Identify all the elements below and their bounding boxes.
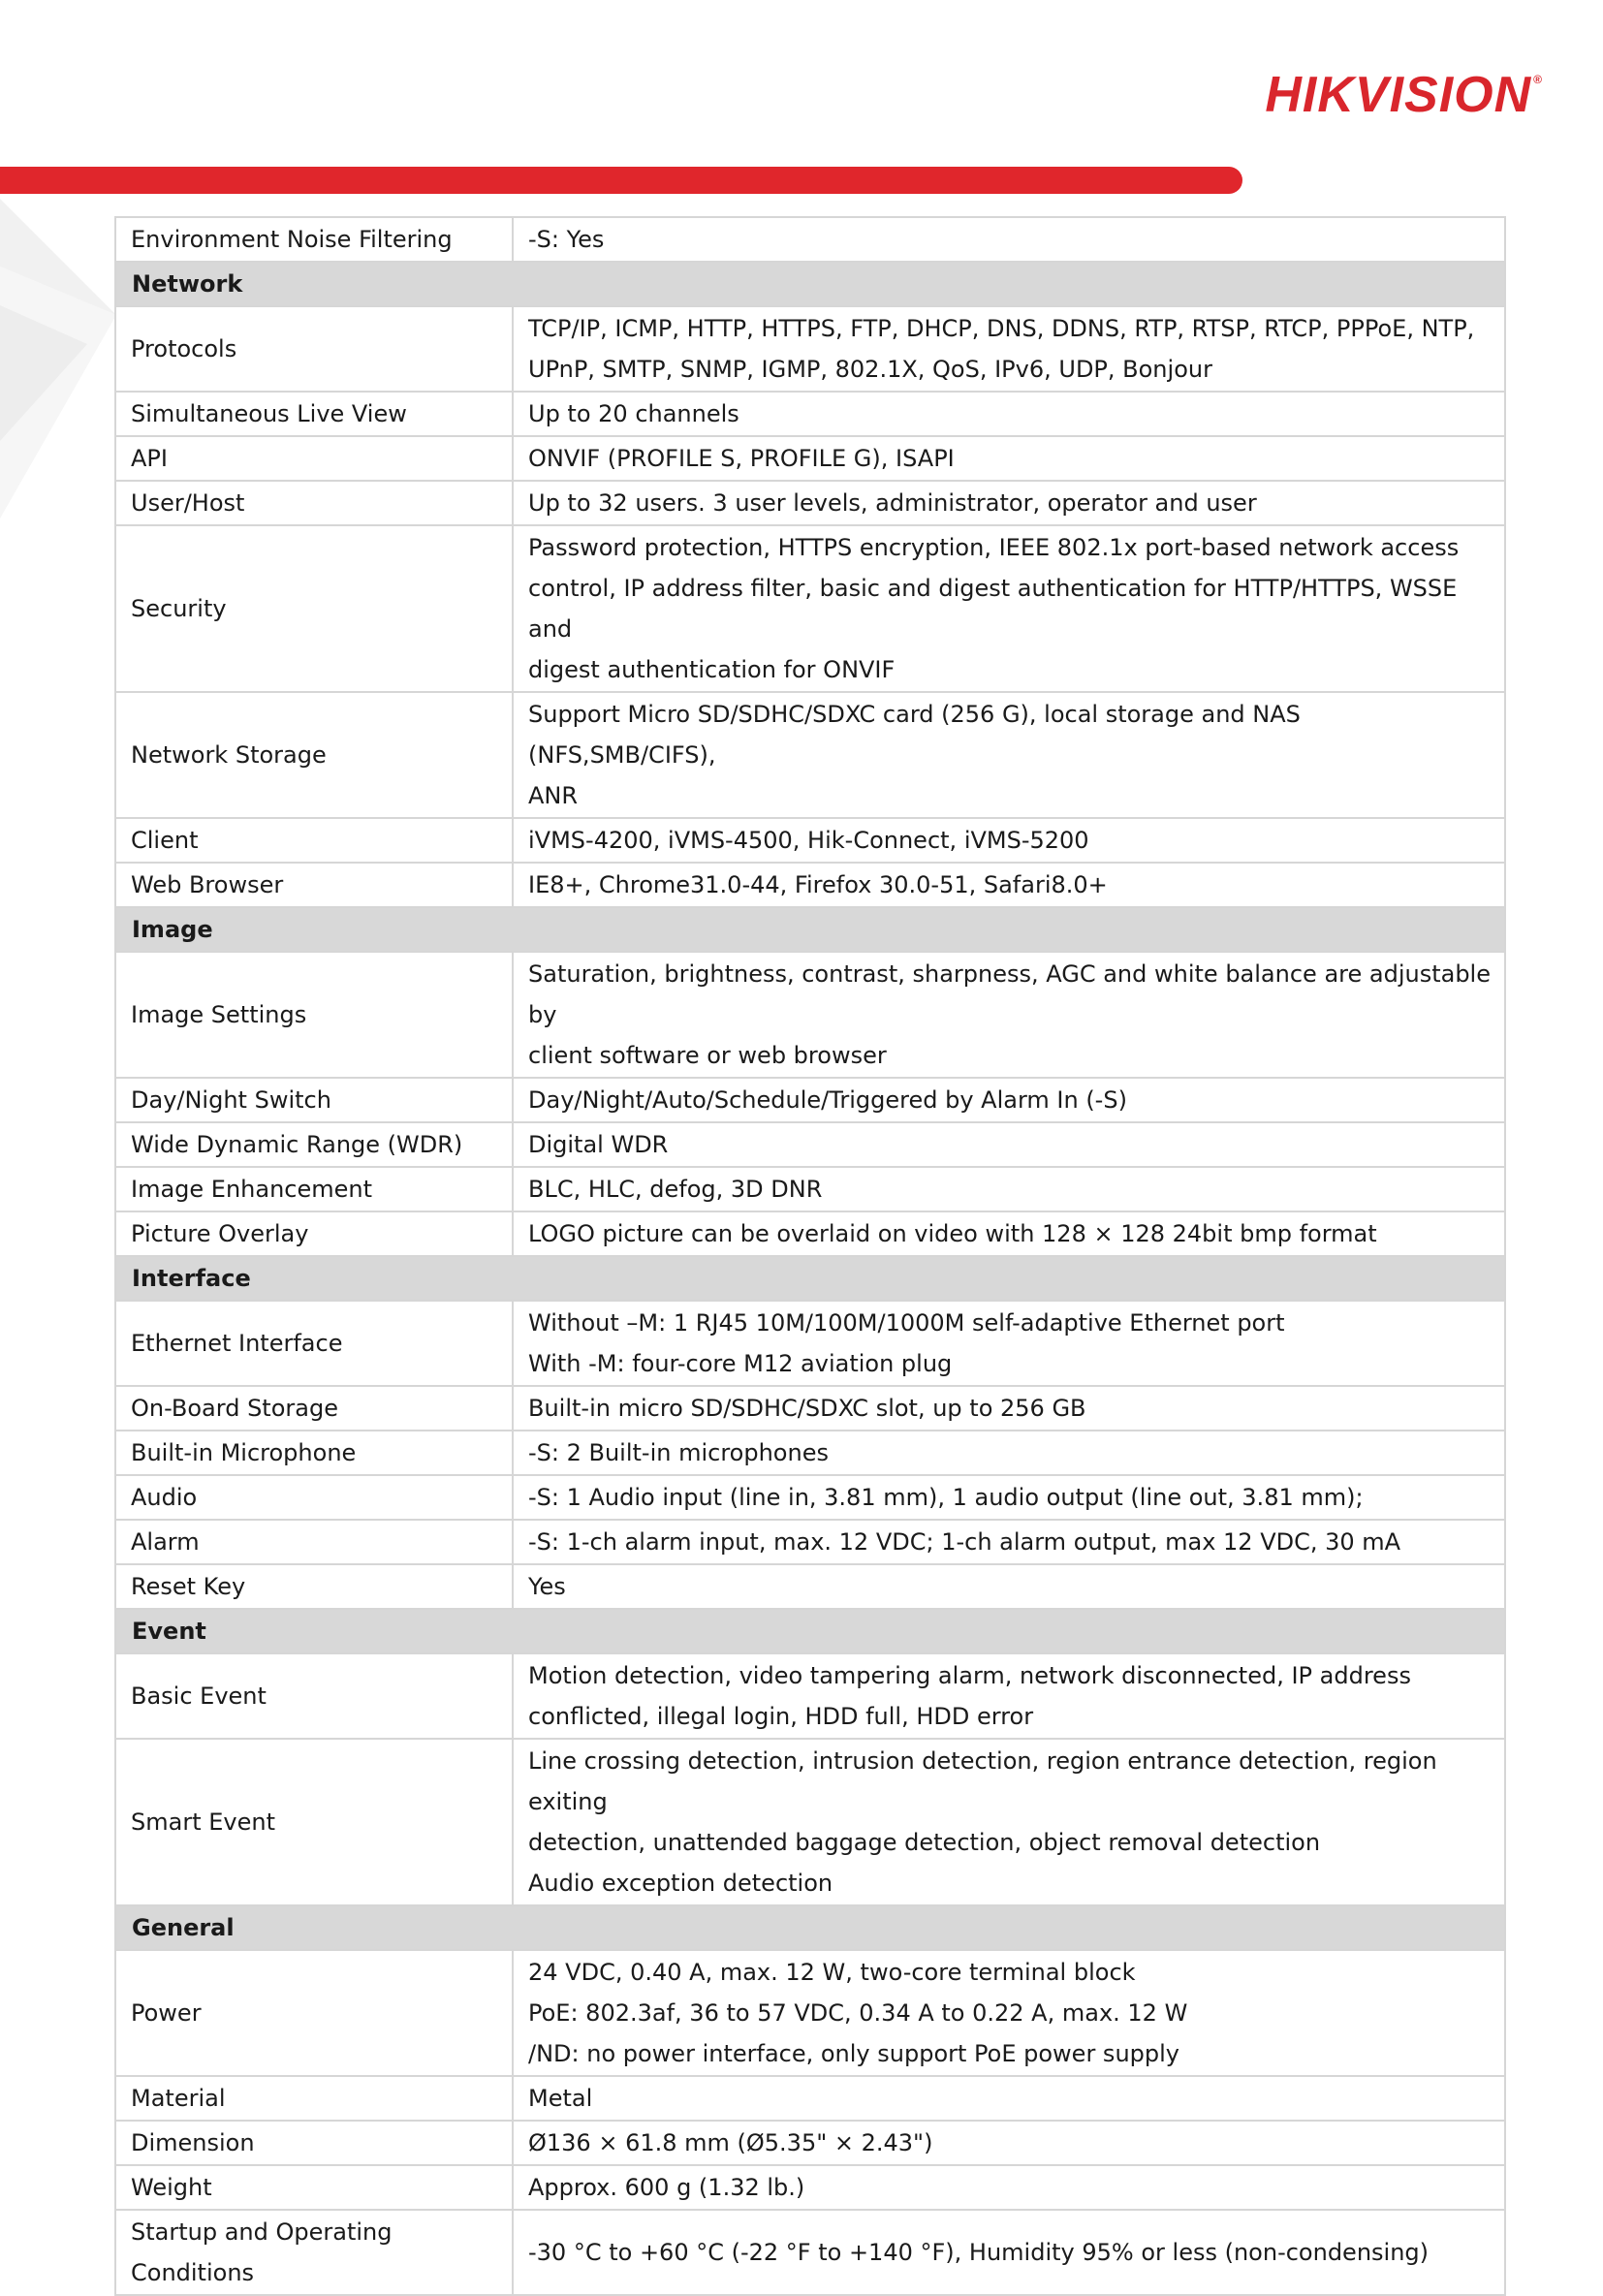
spec-value-line: LOGO picture can be overlaid on video with 128 × 128 24bit bmp format xyxy=(528,1220,1377,1247)
spec-label: Image Enhancement xyxy=(115,1167,513,1211)
spec-row xyxy=(115,863,1505,907)
spec-value-line: iVMS-4200, iVMS-4500, Hik-Connect, iVMS-5200 xyxy=(528,827,1089,854)
spec-value-line: conflicted, illegal login, HDD full, HDD error xyxy=(528,1703,1034,1730)
spec-label: Network Storage xyxy=(115,692,513,818)
spec-value xyxy=(513,217,1505,262)
spec-value xyxy=(513,2121,1505,2165)
section-header xyxy=(115,1256,1505,1301)
spec-row xyxy=(115,1653,1505,1739)
spec-value xyxy=(513,1564,1505,1609)
spec-value-line: client software or web browser xyxy=(528,1042,887,1069)
spec-row xyxy=(115,692,1505,818)
spec-value xyxy=(513,1431,1505,1475)
spec-value xyxy=(513,1653,1505,1739)
spec-value-line: Approx. 600 g (1.32 lb.) xyxy=(528,2174,805,2201)
spec-value xyxy=(513,436,1505,481)
section-title: Event xyxy=(115,1609,1505,1653)
spec-label: Picture Overlay xyxy=(115,1211,513,1256)
spec-row xyxy=(115,1301,1505,1386)
spec-row xyxy=(115,436,1505,481)
spec-row xyxy=(115,818,1505,863)
spec-label: Image Settings xyxy=(115,952,513,1078)
spec-label: Startup and Operating Conditions xyxy=(115,2210,513,2295)
spec-value xyxy=(513,525,1505,692)
spec-row xyxy=(115,1078,1505,1122)
spec-value xyxy=(513,1301,1505,1386)
spec-value xyxy=(513,1122,1505,1167)
spec-row xyxy=(115,1167,1505,1211)
spec-row xyxy=(115,481,1505,525)
spec-row xyxy=(115,2165,1505,2210)
spec-value xyxy=(513,952,1505,1078)
spec-value-line: detection, unattended baggage detection, object removal detection xyxy=(528,1829,1321,1856)
spec-value-line: Without –M: 1 RJ45 10M/100M/1000M self-adaptive Ethernet port xyxy=(528,1309,1285,1337)
spec-value-line: IE8+, Chrome31.0-44, Firefox 30.0-51, Safari8.0+ xyxy=(528,871,1108,898)
spec-row xyxy=(115,1739,1505,1905)
spec-label: Ethernet Interface xyxy=(115,1301,513,1386)
spec-value-line: Built-in micro SD/SDHC/SDXC slot, up to 256 GB xyxy=(528,1395,1086,1422)
spec-label: Reset Key xyxy=(115,1564,513,1609)
spec-row xyxy=(115,306,1505,392)
spec-value-line: -30 °C to +60 °C (-22 °F to +140 °F), Humidity 95% or less (non-condensing) xyxy=(528,2239,1430,2266)
spec-value-line: TCP/IP, ICMP, HTTP, HTTPS, FTP, DHCP, DNS, DDNS, RTP, RTSP, RTCP, PPPoE, NTP, xyxy=(528,315,1475,342)
spec-value-line: Line crossing detection, intrusion detection, region entrance detection, region exiting xyxy=(528,1747,1437,1815)
spec-table xyxy=(114,216,1506,2296)
spec-label: Client xyxy=(115,818,513,863)
spec-label: Material xyxy=(115,2076,513,2121)
spec-value xyxy=(513,692,1505,818)
spec-value xyxy=(513,1167,1505,1211)
spec-label: Day/Night Switch xyxy=(115,1078,513,1122)
spec-value-line: Metal xyxy=(528,2085,593,2112)
spec-value-line: ONVIF (PROFILE S, PROFILE G), ISAPI xyxy=(528,445,955,472)
spec-label: Environment Noise Filtering xyxy=(115,217,513,262)
spec-label: User/Host xyxy=(115,481,513,525)
spec-value-line: Up to 20 channels xyxy=(528,400,739,427)
spec-value xyxy=(513,1520,1505,1564)
spec-value-line: ANR xyxy=(528,782,579,809)
section-title: Image xyxy=(115,907,1505,952)
section-header xyxy=(115,1609,1505,1653)
spec-value-line: UPnP, SMTP, SNMP, IGMP, 802.1X, QoS, IPv6, UDP, Bonjour xyxy=(528,356,1212,383)
spec-value-line: Yes xyxy=(528,1573,566,1600)
spec-value-line: Motion detection, video tampering alarm, network disconnected, IP address xyxy=(528,1662,1411,1689)
spec-value-line: With -M: four-core M12 aviation plug xyxy=(528,1350,953,1377)
spec-value-line: 24 VDC, 0.40 A, max. 12 W, two-core terminal block xyxy=(528,1959,1136,1986)
spec-label: Security xyxy=(115,525,513,692)
spec-row xyxy=(115,1122,1505,1167)
spec-row xyxy=(115,1520,1505,1564)
spec-label: Audio xyxy=(115,1475,513,1520)
spec-row xyxy=(115,2121,1505,2165)
spec-row xyxy=(115,1950,1505,2076)
spec-label: Basic Event xyxy=(115,1653,513,1739)
header-accent-bar xyxy=(0,167,1242,194)
watermark-graphic xyxy=(0,199,116,519)
spec-row xyxy=(115,1431,1505,1475)
spec-label: Built-in Microphone xyxy=(115,1431,513,1475)
registered-mark: ® xyxy=(1533,73,1543,86)
spec-row xyxy=(115,2210,1505,2295)
spec-row xyxy=(115,1475,1505,1520)
section-header xyxy=(115,907,1505,952)
spec-row xyxy=(115,952,1505,1078)
spec-value-line: Up to 32 users. 3 user levels, administrator, operator and user xyxy=(528,489,1257,517)
spec-value-line: Saturation, brightness, contrast, sharpness, AGC and white balance are adjustable by xyxy=(528,960,1491,1028)
spec-value-line: -S: 1 Audio input (line in, 3.81 mm), 1 audio output (line out, 3.81 mm); xyxy=(528,1484,1364,1511)
section-title: Interface xyxy=(115,1256,1505,1301)
spec-label: Weight xyxy=(115,2165,513,2210)
spec-value-line: Digital WDR xyxy=(528,1131,669,1158)
logo-text: HIKVISION xyxy=(1265,67,1532,123)
spec-value xyxy=(513,481,1505,525)
spec-label: Dimension xyxy=(115,2121,513,2165)
spec-value-line: /ND: no power interface, only support PoE power supply xyxy=(528,2040,1179,2067)
spec-label: Smart Event xyxy=(115,1739,513,1905)
spec-label: Simultaneous Live View xyxy=(115,392,513,436)
spec-label: Web Browser xyxy=(115,863,513,907)
hikvision-logo xyxy=(1265,67,1543,123)
spec-value-line: Ø136 × 61.8 mm (Ø5.35" × 2.43") xyxy=(528,2129,933,2156)
spec-value xyxy=(513,863,1505,907)
spec-label: On-Board Storage xyxy=(115,1386,513,1431)
section-title: General xyxy=(115,1905,1505,1950)
spec-value-line: -S: 2 Built-in microphones xyxy=(528,1439,829,1466)
spec-value-line: -S: 1-ch alarm input, max. 12 VDC; 1-ch alarm output, max 12 VDC, 30 mA xyxy=(528,1528,1401,1556)
spec-value xyxy=(513,1211,1505,1256)
spec-value-line: Password protection, HTTPS encryption, IEEE 802.1x port-based network access xyxy=(528,534,1460,561)
section-header xyxy=(115,262,1505,306)
spec-label: Protocols xyxy=(115,306,513,392)
spec-value xyxy=(513,2210,1505,2295)
spec-value-line: Day/Night/Auto/Schedule/Triggered by Alarm In (-S) xyxy=(528,1086,1127,1114)
spec-row xyxy=(115,525,1505,692)
spec-value xyxy=(513,1950,1505,2076)
spec-value xyxy=(513,818,1505,863)
spec-row xyxy=(115,2076,1505,2121)
section-header xyxy=(115,1905,1505,1950)
spec-value-line: Audio exception detection xyxy=(528,1870,833,1897)
spec-value xyxy=(513,1475,1505,1520)
spec-value xyxy=(513,392,1505,436)
spec-row xyxy=(115,217,1505,262)
spec-row xyxy=(115,1564,1505,1609)
spec-row xyxy=(115,1211,1505,1256)
spec-label: Alarm xyxy=(115,1520,513,1564)
spec-value xyxy=(513,2076,1505,2121)
spec-value xyxy=(513,2165,1505,2210)
spec-label: Power xyxy=(115,1950,513,2076)
spec-value xyxy=(513,1386,1505,1431)
spec-row xyxy=(115,1386,1505,1431)
spec-value-line: -S: Yes xyxy=(528,226,605,253)
spec-row xyxy=(115,392,1505,436)
spec-label: Wide Dynamic Range (WDR) xyxy=(115,1122,513,1167)
spec-value-line: control, IP address filter, basic and digest authentication for HTTP/HTTPS, WSSE and xyxy=(528,575,1458,643)
spec-value xyxy=(513,306,1505,392)
spec-value xyxy=(513,1078,1505,1122)
spec-value-line: PoE: 802.3af, 36 to 57 VDC, 0.34 A to 0.22 A, max. 12 W xyxy=(528,1999,1188,2027)
spec-value-line: digest authentication for ONVIF xyxy=(528,656,896,683)
spec-value-line: Support Micro SD/SDHC/SDXC card (256 G), local storage and NAS (NFS,SMB/CIFS), xyxy=(528,701,1301,769)
spec-label: API xyxy=(115,436,513,481)
spec-value xyxy=(513,1739,1505,1905)
section-title: Network xyxy=(115,262,1505,306)
spec-value-line: BLC, HLC, defog, 3D DNR xyxy=(528,1176,823,1203)
